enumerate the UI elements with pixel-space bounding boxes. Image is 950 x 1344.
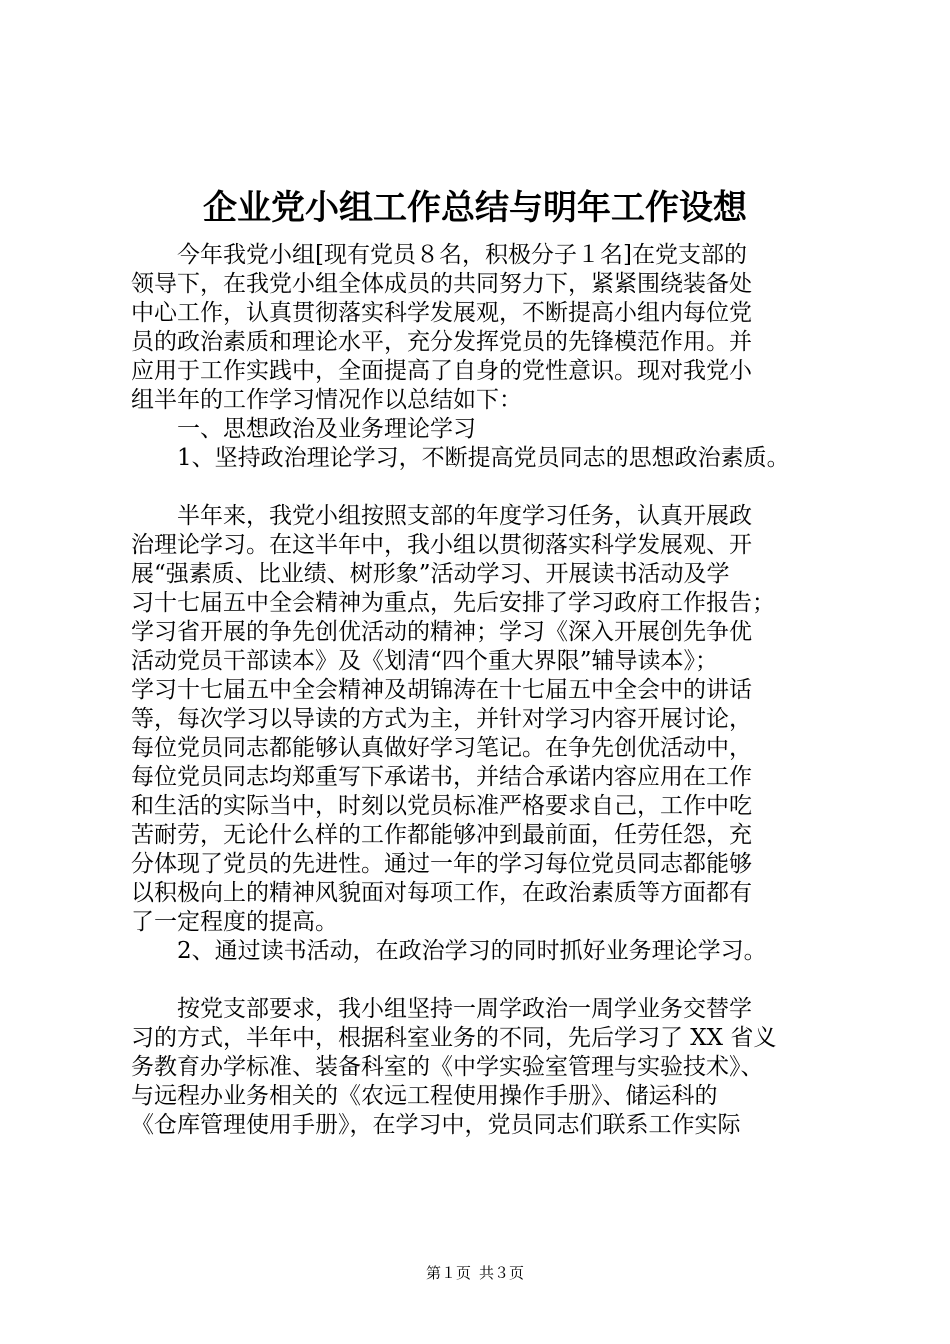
paragraph-line: 务教育办学标准、装备科室的《中学实验室管理与实验技术》、 [131, 1054, 764, 1080]
paragraph-line: 中心工作，认真贯彻落实科学发展观，不断提高小组内每位党 [131, 300, 752, 326]
document-body [131, 212, 831, 1140]
paragraph-line: 学习省开展的争先创优活动的精神；学习《深入开展创先争优 [131, 619, 752, 645]
paragraph-line: 组半年的工作学习情况作以总结如下： [131, 387, 522, 413]
paragraph-line: 今年我党小组[现有党员８名，积极分子１名]在党支部的 [177, 242, 747, 268]
paragraph-line: 与远程办业务相关的《农远工程使用操作手册》、储运科的 [131, 1083, 718, 1109]
paragraph-line: 员的政治素质和理论水平，充分发挥党员的先锋模范作用。并 [131, 329, 752, 355]
paragraph-line: 分体现了党员的先进性。通过一年的学习每位党员同志都能够 [131, 851, 752, 877]
paragraph-line: 活动党员干部读本》及《划清“四个重大界限”辅导读本》； [131, 648, 719, 674]
page-footer [0, 1262, 950, 1283]
paragraph-line: 学习十七届五中全会精神及胡锦涛在十七届五中全会中的讲话 [131, 677, 752, 703]
blank-line [131, 966, 831, 995]
paragraph-line: 《仓库管理使用手册》，在学习中，党员同志们联系工作实际 [131, 1112, 741, 1138]
paragraph-line: 以积极向上的精神风貌面对每项工作，在政治素质等方面都有 [131, 880, 752, 906]
subsection-heading: 2、通过读书活动，在政治学习的同时抓好业务理论学习。 [177, 938, 767, 964]
paragraph-line: 每位党员同志均郑重写下承诺书，并结合承诺内容应用在工作 [131, 764, 752, 790]
paragraph-line: 展“强素质、比业绩、树形象”活动学习、开展读书活动及学 [131, 561, 730, 587]
blank-line [131, 473, 831, 502]
page-number: 第１页 [425, 1264, 471, 1282]
subsection-heading: 1、坚持政治理论学习，不断提高党员同志的思想政治素质。 [177, 445, 790, 471]
paragraph-line: 半年来，我党小组按照支部的年度学习任务，认真开展政 [177, 503, 752, 529]
paragraph-line: 应用于工作实践中，全面提高了自身的党性意识。现对我党小 [131, 358, 752, 384]
paragraph-line: 了一定程度的提高。 [131, 909, 338, 935]
page-total: 共３页 [479, 1264, 525, 1282]
paragraph-line: 苦耐劳，无论什么样的工作都能够冲到最前面，任劳任怨，充 [131, 822, 752, 848]
section-heading: 一、思想政治及业务理论学习 [177, 416, 476, 442]
paragraph-line: 治理论学习。在这半年中，我小组以贯彻落实科学发展观、开 [131, 532, 752, 558]
paragraph-line: 习的方式，半年中，根据科室业务的不同，先后学习了 XX 省义 [131, 1025, 777, 1051]
paragraph-line: 习十七届五中全会精神为重点，先后安排了学习政府工作报告； [131, 590, 775, 616]
paragraph-line: 等，每次学习以导读的方式为主，并针对学习内容开展讨论， [131, 706, 752, 732]
paragraph-line: 每位党员同志都能够认真做好学习笔记。在争先创优活动中， [131, 735, 752, 761]
paragraph-line: 按党支部要求，我小组坚持一周学政治一周学业务交替学 [177, 996, 752, 1022]
paragraph-line: 和生活的实际当中，时刻以党员标准严格要求自己，工作中吃 [131, 793, 752, 819]
document-title: 企业党小组工作总结与明年工作设想 [203, 188, 747, 228]
paragraph-line: 领导下，在我党小组全体成员的共同努力下，紧紧围绕装备处 [131, 271, 752, 297]
